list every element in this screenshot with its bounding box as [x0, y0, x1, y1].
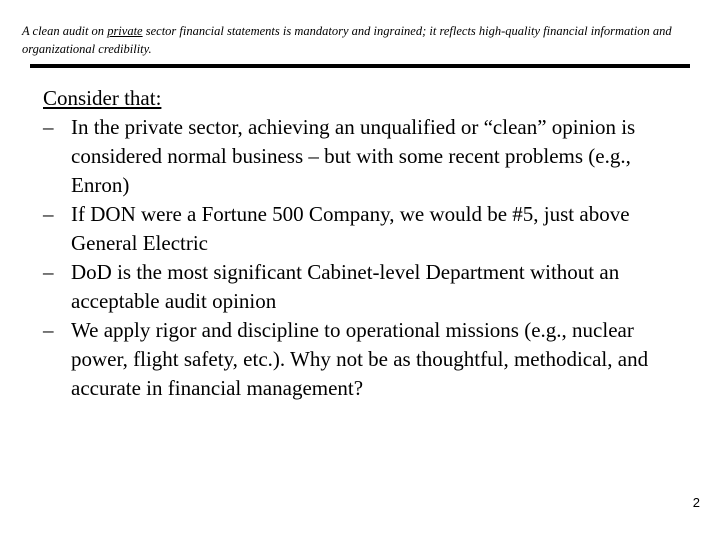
- header-divider: [30, 64, 690, 68]
- bullet-dash: –: [43, 115, 54, 139]
- page-number: 2: [692, 495, 700, 510]
- bullet-dash: –: [43, 318, 54, 342]
- header-underlined-word: private: [107, 24, 143, 38]
- bullet-text: In the private sector, achieving an unqualified or “clean” opinion is considered normal business – but with some recent problems (e.g., Enron): [71, 115, 636, 197]
- header-text-part1: A clean audit on: [22, 24, 108, 38]
- slide-body: [43, 84, 693, 403]
- bullet-dash: –: [43, 260, 54, 284]
- header-text-part2: sector financial statements is mandatory and ingrained; it reflects high-quality financial information and organizational credibility.: [22, 24, 672, 56]
- bullet-dash: –: [43, 202, 54, 226]
- bullet-text: DoD is the most significant Cabinet-level Department without an acceptable audit opinion: [71, 260, 620, 313]
- bullet-text: We apply rigor and discipline to operational missions (e.g., nuclear power, flight safety, etc.). Why not be as thoughtful, methodical, and accurate in financial management?: [71, 318, 649, 400]
- bullet-item: [43, 316, 693, 403]
- lead-text: Consider that:: [43, 86, 162, 110]
- bullet-item: [43, 258, 693, 316]
- bullet-item: [43, 200, 693, 258]
- bullet-text: If DON were a Fortune 500 Company, we would be #5, just above General Electric: [71, 202, 630, 255]
- bullet-item: [43, 113, 693, 200]
- slide-header: [22, 22, 692, 58]
